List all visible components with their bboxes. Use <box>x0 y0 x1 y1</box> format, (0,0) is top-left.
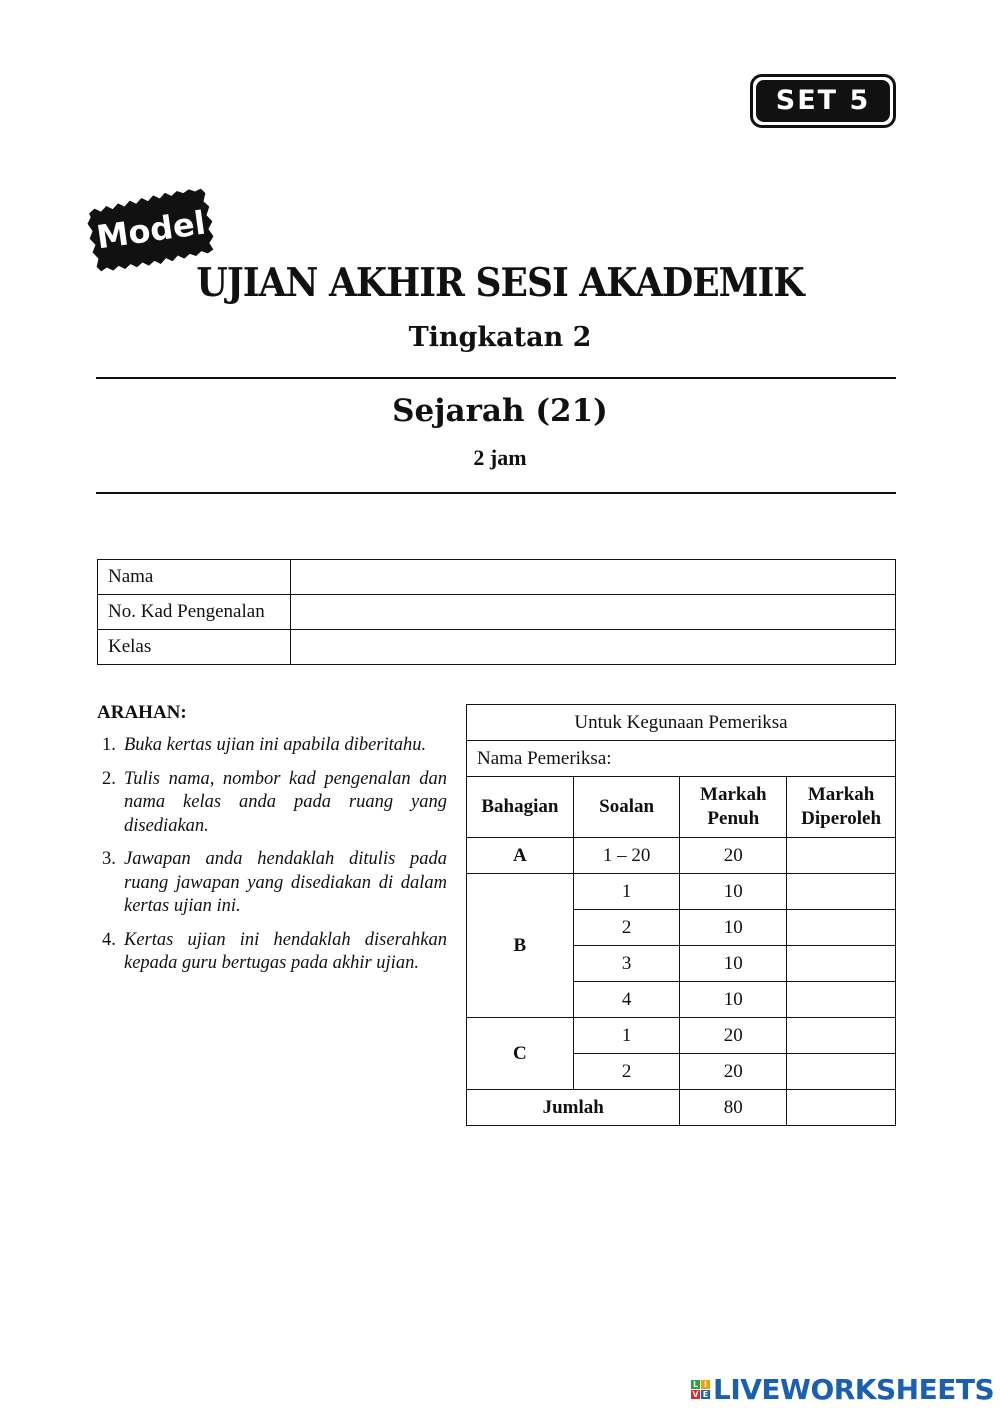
section-c-full: 20 <box>680 1054 787 1090</box>
section-b: B <box>467 874 574 1018</box>
exam-duration: 2 jam <box>473 445 527 470</box>
grade-level: Tingkatan 2 <box>408 322 592 353</box>
item-text: Tulis nama, nombor kad pengenalan dan nama kelas anda pada ruang yang disediakan. <box>124 768 447 836</box>
table-row <box>467 1018 896 1054</box>
logo-letter: V <box>692 1389 699 1399</box>
table-row <box>467 838 896 874</box>
table-header-row <box>467 777 896 838</box>
obtained-mark-cell[interactable] <box>787 946 896 982</box>
obtained-mark-cell[interactable] <box>787 910 896 946</box>
total-obtained-cell[interactable] <box>787 1090 896 1126</box>
item-number: 3. <box>102 849 116 869</box>
logo-letter: I <box>701 1380 710 1389</box>
section-b-full: 10 <box>680 946 787 982</box>
header-section: Bahagian <box>467 777 574 838</box>
liveworksheets-logo[interactable] <box>691 1374 994 1404</box>
divider-bottom <box>96 492 896 494</box>
examiner-name-label[interactable]: Nama Pemeriksa: <box>467 741 896 777</box>
instructions-heading: ARAHAN: <box>97 702 187 723</box>
item-text: Jawapan anda hendaklah ditulis pada ruang jawapan yang disediakan di dalam kertas ujian ini. <box>124 849 447 916</box>
list-item <box>97 848 447 919</box>
item-number: 1. <box>102 735 116 755</box>
obtained-mark-cell[interactable] <box>787 838 896 874</box>
section-b-full: 10 <box>680 874 787 910</box>
ic-number-label: No. Kad Pengenalan <box>98 595 291 630</box>
section-a-question: 1 – 20 <box>573 838 680 874</box>
subject-title: Sejarah (21) <box>392 393 608 429</box>
list-item <box>97 734 447 758</box>
table-row <box>467 705 896 741</box>
model-badge-label: Model <box>94 203 208 257</box>
total-label: Jumlah <box>467 1090 680 1126</box>
table-row <box>98 595 896 630</box>
ic-number-field[interactable] <box>291 595 896 630</box>
section-a-full: 20 <box>680 838 787 874</box>
student-identity-table <box>97 559 896 665</box>
logo-letter: E <box>702 1389 709 1399</box>
instructions <box>97 702 447 986</box>
table-row <box>467 1090 896 1126</box>
section-b-question: 4 <box>573 982 680 1018</box>
list-item <box>97 929 447 976</box>
header-obtained-line1: Markah <box>807 784 875 805</box>
section-b-question: 3 <box>573 946 680 982</box>
total-value: 80 <box>680 1090 787 1126</box>
section-b-question: 2 <box>573 910 680 946</box>
header-obtained-marks <box>787 777 896 838</box>
item-text: Kertas ujian ini hendaklah diserahkan kepada guru bertugas pada akhir ujian. <box>124 929 447 973</box>
item-text: Buka kertas ujian ini apabila diberitahu. <box>124 735 427 755</box>
set-badge <box>750 74 896 128</box>
class-field[interactable] <box>291 630 896 665</box>
obtained-mark-cell[interactable] <box>787 1018 896 1054</box>
obtained-mark-cell[interactable] <box>787 982 896 1018</box>
list-item <box>97 768 447 839</box>
section-c-question: 1 <box>573 1018 680 1054</box>
section-b-full: 10 <box>680 910 787 946</box>
header-full-marks <box>680 777 787 838</box>
section-b-full: 10 <box>680 982 787 1018</box>
obtained-mark-cell[interactable] <box>787 1054 896 1090</box>
table-row <box>467 741 896 777</box>
page-title: UJIAN AKHIR SESI AKADEMIK <box>196 259 804 307</box>
obtained-mark-cell[interactable] <box>787 874 896 910</box>
name-field[interactable] <box>291 560 896 595</box>
liveworksheets-icon <box>691 1380 710 1399</box>
table-row <box>98 630 896 665</box>
class-label: Kelas <box>98 630 291 665</box>
header-full-marks-line2: Penuh <box>707 808 760 829</box>
logo-text: LIVEWORKSHEETS <box>713 1372 995 1406</box>
table-row <box>98 560 896 595</box>
header-full-marks-line1: Markah <box>700 784 767 805</box>
item-number: 2. <box>102 768 116 789</box>
section-c-question: 2 <box>573 1054 680 1090</box>
section-b-question: 1 <box>573 874 680 910</box>
section-c: C <box>467 1018 574 1090</box>
logo-letter: L <box>692 1379 699 1389</box>
item-number: 4. <box>102 929 116 950</box>
name-label: Nama <box>98 560 291 595</box>
instructions-list <box>97 734 447 976</box>
section-c-full: 20 <box>680 1018 787 1054</box>
table-row <box>467 874 896 910</box>
header-question: Soalan <box>573 777 680 838</box>
examiner-marks-table <box>466 704 896 1126</box>
examiner-caption: Untuk Kegunaan Pemeriksa <box>467 705 896 741</box>
section-a: A <box>467 838 574 874</box>
header-obtained-line2: Diperoleh <box>801 808 882 829</box>
set-badge-label: SET 5 <box>756 80 890 122</box>
divider-top <box>96 377 896 379</box>
